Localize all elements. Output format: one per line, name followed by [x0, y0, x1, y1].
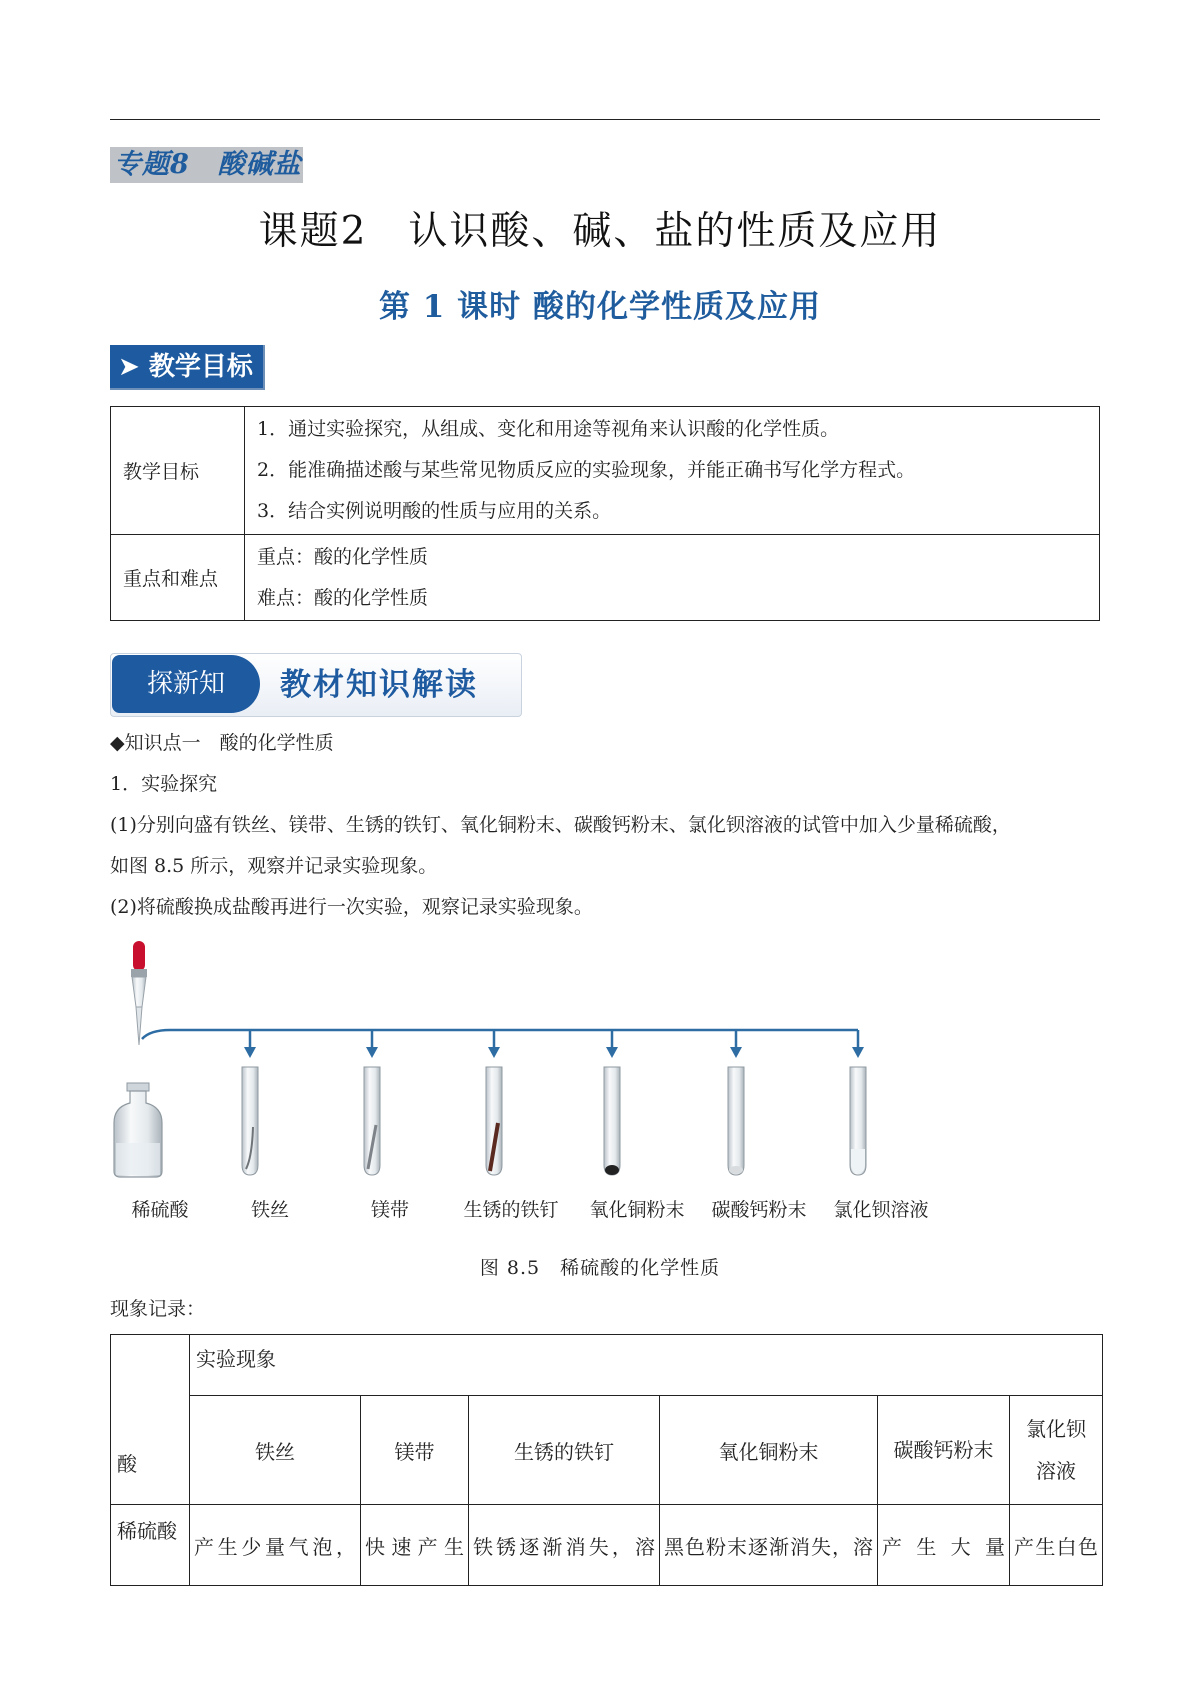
figure-label-barium-chloride: 氯化钡溶液 [833, 1199, 929, 1221]
experiment-figure [110, 937, 930, 1237]
instruction-line-1: (1)分别向盛有铁丝、镁带、生锈的铁钉、氧化铜粉末、碳酸钙粉末、氯化钡溶液的试管中加入少量稀硫酸， [110, 814, 1011, 836]
column-header: 铁丝 [190, 1396, 361, 1505]
test-tube-copper-oxide [604, 1067, 620, 1175]
arrow-heads [244, 1047, 864, 1058]
test-tubes [242, 1067, 866, 1175]
column-header: 碳酸钙粉末 [878, 1396, 1010, 1505]
test-tube-calcium-carbonate [728, 1067, 744, 1175]
keypoints-row [111, 535, 1100, 621]
keypoints-row-label: 重点和难点 [111, 535, 245, 621]
goal-item: 3．结合实例说明酸的性质与应用的关系。 [257, 500, 612, 522]
knowledge-banner [110, 653, 522, 717]
table-cell: 黑色粉末逐渐消失，溶 [660, 1505, 878, 1586]
header-rule [110, 119, 1100, 120]
column-header: 氧化铜粉末 [660, 1396, 878, 1505]
table-cell: 产生少量气泡， [190, 1505, 361, 1586]
goal-item: 1．通过实验探究，从组成、变化和用途等视角来认识酸的化学性质。 [257, 418, 840, 440]
instruction-line-2: 如图 8.5 所示，观察并记录实验现象。 [110, 855, 438, 877]
teaching-goals-banner: ➤ 教学目标 [110, 345, 265, 390]
table-cell: 快速产生 [361, 1505, 469, 1586]
goals-row-content [245, 407, 1100, 535]
phenomenon-header-cell: 实验现象 [190, 1335, 1103, 1396]
table-cell: 产生大量 [878, 1505, 1010, 1586]
lesson-subtitle: 第 1 课时 酸的化学性质及应用 [379, 289, 821, 325]
figure-label-calcium-carbonate: 碳酸钙粉末 [711, 1199, 807, 1221]
knowledge-banner-right: 教材知识解读 [280, 667, 478, 703]
record-label: 现象记录： [110, 1298, 206, 1320]
test-tube-rusty-nail [486, 1067, 502, 1175]
key-point-item: 重点：酸的化学性质 [257, 545, 429, 568]
topic-tag [110, 147, 303, 183]
acid-header-cell: 酸 [111, 1335, 190, 1505]
figure-label-magnesium: 镁带 [370, 1199, 410, 1221]
knowledge-banner-left: 探新知 [112, 655, 260, 713]
table-row [111, 1396, 1103, 1505]
column-header: 镁带 [361, 1396, 469, 1505]
dropper-icon [131, 941, 147, 1045]
table-row [111, 1505, 1103, 1586]
knowledge-point-heading: ◆知识点一 酸的化学性质 [110, 732, 334, 754]
goal-item: 2．能准确描述酸与某些常见物质反应的实验现象，并能正确书写化学方程式。 [257, 459, 916, 481]
figure-label-rusty-nail: 生锈的铁钉 [463, 1199, 559, 1221]
figure-label-acid: 稀硫酸 [131, 1199, 189, 1221]
experiment-heading: 1．实验探究 [110, 773, 218, 795]
topic-number: 专题8 [114, 149, 190, 180]
keypoints-row-content [245, 535, 1100, 621]
figure-caption: 图 8.5 稀硫酸的化学性质 [479, 1257, 721, 1279]
difficult-point-item: 难点：酸的化学性质 [257, 586, 429, 609]
goals-row-label: 教学目标 [111, 407, 245, 535]
teaching-goals-table [110, 406, 1100, 621]
figure-label-iron-wire: 铁丝 [250, 1199, 290, 1221]
test-tube-iron-wire [242, 1067, 258, 1175]
column-header: 氯化钡溶液 [1010, 1396, 1103, 1505]
topic-name: 酸碱盐 [217, 149, 302, 180]
table-cell: 产生白色 [1010, 1505, 1103, 1586]
figure-label-copper-oxide: 氧化铜粉末 [589, 1199, 685, 1221]
column-header: 生锈的铁钉 [469, 1396, 660, 1505]
table-row [111, 1335, 1103, 1396]
lesson-title: 课题2 认识酸、碱、盐的性质及应用 [258, 209, 942, 254]
table-cell: 铁锈逐渐消失，溶 [469, 1505, 660, 1586]
instruction-line-3: (2)将硫酸换成盐酸再进行一次实验，观察记录实验现象。 [110, 896, 593, 918]
goals-row [111, 407, 1100, 535]
test-tube-magnesium-ribbon [364, 1067, 380, 1175]
acid-bottle-icon [114, 1083, 162, 1177]
test-tube-barium-chloride [850, 1067, 866, 1175]
acid-name-cell: 稀硫酸 [111, 1505, 190, 1586]
observation-table [110, 1334, 1103, 1586]
